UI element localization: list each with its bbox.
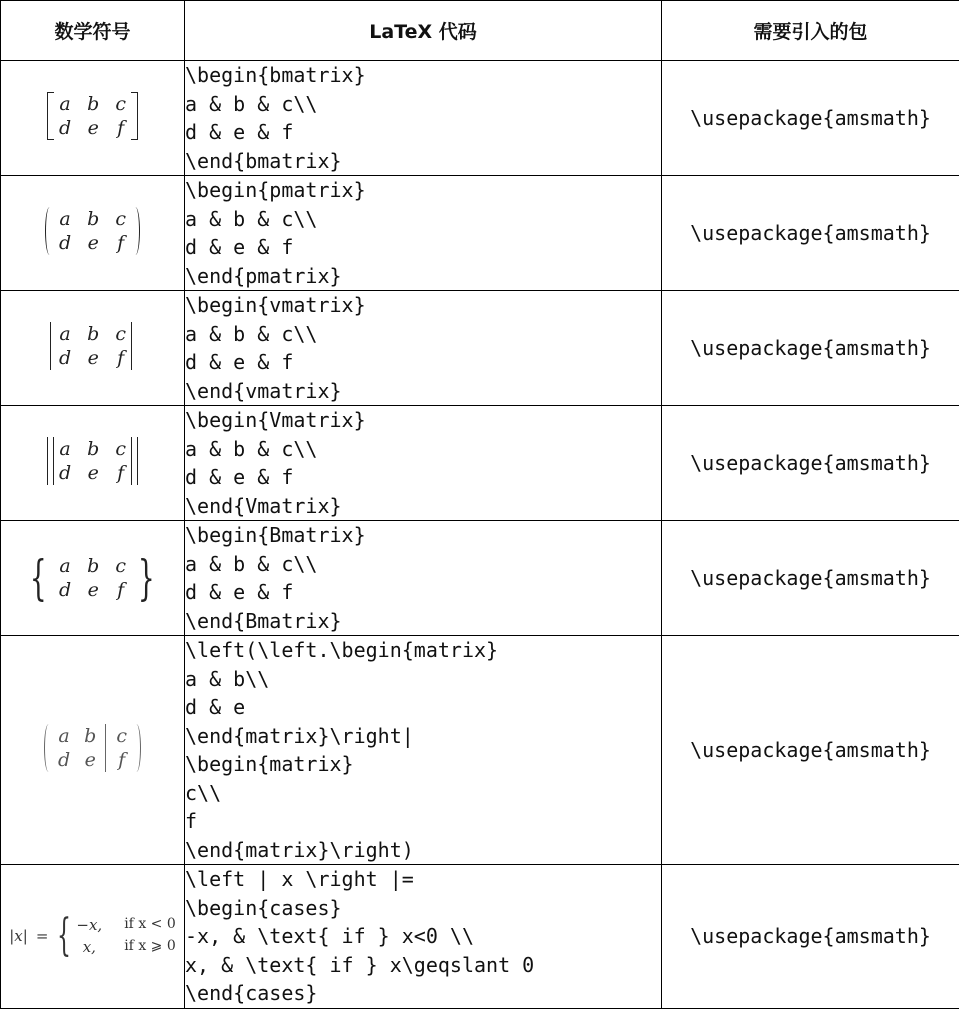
right-bar	[131, 322, 135, 370]
code-line: \begin{matrix}	[185, 750, 661, 779]
symbol-cell	[1, 61, 185, 176]
left-paren	[45, 207, 54, 255]
package-cell: \usepackage{amsmath}	[662, 636, 959, 865]
code-line: \end{bmatrix}	[185, 147, 661, 176]
matrix-entry: b	[87, 208, 99, 230]
matrix-entry: e	[87, 579, 99, 601]
code-line: \left(\left.\begin{matrix}	[185, 636, 661, 665]
vmatrix-symbol	[50, 322, 135, 370]
matrix-entry: a	[59, 323, 71, 345]
code-line: a & b & c\\	[185, 205, 661, 234]
table-row	[1, 636, 959, 865]
code-line: \begin{bmatrix}	[185, 61, 661, 90]
code-line: \end{Vmatrix}	[185, 492, 661, 521]
matrix-entry: f	[116, 749, 127, 771]
code-cell	[185, 176, 662, 291]
code-line: a & b & c\\	[185, 435, 661, 464]
case-value: −x,	[76, 916, 102, 934]
code-line: a & b\\	[185, 665, 661, 694]
bmatrix-symbol	[47, 92, 138, 140]
matrix-entry: e	[87, 117, 99, 139]
code-line: \begin{pmatrix}	[185, 176, 661, 205]
matrix-entry: d	[59, 347, 71, 369]
matrix-entry: c	[115, 323, 126, 345]
code-line: \end{matrix}\right)	[185, 836, 661, 865]
right-brace: }	[138, 554, 155, 602]
table-row	[1, 291, 959, 406]
absolute-value-x: |x|	[9, 927, 28, 945]
symbol-cell	[1, 636, 185, 865]
symbol-cell	[1, 406, 185, 521]
right-paren	[131, 207, 140, 255]
matrix-entry: f	[115, 462, 126, 484]
matrix-entry: b	[87, 93, 99, 115]
matrix-entry: c	[115, 208, 126, 230]
code-line: \end{pmatrix}	[185, 262, 661, 291]
code-line: d & e	[185, 693, 661, 722]
symbol-cell	[1, 865, 185, 1009]
code-line: d & e & f	[185, 578, 661, 607]
code-cell	[185, 636, 662, 865]
case-condition: if x ⩾ 0	[124, 938, 176, 956]
package-cell: \usepackage{amsmath}	[662, 865, 959, 1009]
cases-brace: {	[57, 914, 71, 958]
pmatrix-symbol	[45, 207, 140, 255]
code-line: \begin{Bmatrix}	[185, 521, 661, 550]
code-line: \end{vmatrix}	[185, 377, 661, 406]
left-double-bar	[47, 437, 54, 485]
code-line: a & b & c\\	[185, 320, 661, 349]
code-cell	[185, 865, 662, 1009]
code-line: f	[185, 807, 661, 836]
matrix-entry: e	[87, 232, 99, 254]
right-paren	[132, 724, 141, 772]
matrix-entry: f	[115, 117, 126, 139]
matrix-entry: e	[87, 347, 99, 369]
left-bracket	[47, 92, 54, 140]
matrix-entry: e	[84, 749, 96, 771]
table-row	[1, 521, 959, 636]
double-bar-matrix-symbol	[47, 437, 138, 485]
case-condition: if x < 0	[124, 916, 176, 934]
equals-sign: =	[36, 927, 49, 945]
matrix-entry: d	[59, 462, 71, 484]
right-bracket	[131, 92, 138, 140]
code-cell	[185, 291, 662, 406]
code-cell	[185, 61, 662, 176]
matrix-entry: a	[59, 438, 71, 460]
right-double-bar	[131, 437, 138, 485]
matrix-entry: d	[59, 232, 71, 254]
table-row	[1, 176, 959, 291]
matrix-entry: f	[115, 232, 126, 254]
matrix-entry: e	[87, 462, 99, 484]
code-line: \end{cases}	[185, 979, 661, 1008]
matrix-entry: c	[115, 555, 126, 577]
matrix-entry: a	[58, 725, 70, 747]
matrix-entry: a	[59, 555, 71, 577]
code-line: \begin{cases}	[185, 894, 661, 923]
brace-matrix-symbol	[23, 554, 161, 602]
case-value: x,	[76, 938, 102, 956]
code-cell	[185, 521, 662, 636]
code-line: d & e & f	[185, 233, 661, 262]
matrix-entry: b	[87, 438, 99, 460]
table-row	[1, 406, 959, 521]
matrix-entry: b	[84, 725, 96, 747]
matrix-entry: d	[59, 579, 71, 601]
header-symbol: 数学符号	[1, 1, 185, 61]
matrix-entry: a	[59, 208, 71, 230]
symbol-cell	[1, 291, 185, 406]
symbol-cell	[1, 521, 185, 636]
matrix-entry: b	[87, 323, 99, 345]
matrix-entry: b	[87, 555, 99, 577]
left-paren	[44, 724, 53, 772]
code-line: a & b & c\\	[185, 90, 661, 119]
header-row	[1, 1, 959, 61]
code-line: c\\	[185, 779, 661, 808]
header-package: 需要引入的包	[662, 1, 959, 61]
code-line: -x, & \text{ if } x<0 \\	[185, 922, 661, 951]
matrix-entry: d	[58, 749, 70, 771]
code-line: \left | x \right |=	[185, 865, 661, 894]
package-cell: \usepackage{amsmath}	[662, 406, 959, 521]
matrix-entry: d	[59, 117, 71, 139]
symbol-cell	[1, 176, 185, 291]
package-cell: \usepackage{amsmath}	[662, 521, 959, 636]
code-line: x, & \text{ if } x\geqslant 0	[185, 951, 661, 980]
matrix-entry: c	[116, 725, 127, 747]
code-cell	[185, 406, 662, 521]
matrix-entry: f	[115, 579, 126, 601]
package-cell: \usepackage{amsmath}	[662, 61, 959, 176]
left-brace: {	[30, 554, 47, 602]
code-line: \end{matrix}\right|	[185, 722, 661, 751]
table-row	[1, 865, 959, 1009]
code-line: d & e & f	[185, 348, 661, 377]
code-line: d & e & f	[185, 463, 661, 492]
code-line: a & b & c\\	[185, 550, 661, 579]
augment-separator	[105, 724, 107, 772]
code-line: \begin{Vmatrix}	[185, 406, 661, 435]
header-code: LaTeX 代码	[185, 1, 662, 61]
cases-symbol	[9, 914, 176, 958]
code-line: \begin{vmatrix}	[185, 291, 661, 320]
matrix-entry: a	[59, 93, 71, 115]
table-row	[1, 61, 959, 176]
matrix-entry: c	[115, 93, 126, 115]
matrix-entry: c	[115, 438, 126, 460]
package-cell: \usepackage{amsmath}	[662, 291, 959, 406]
augmented-matrix-symbol	[44, 724, 141, 772]
matrix-entry: f	[115, 347, 126, 369]
package-cell: \usepackage{amsmath}	[662, 176, 959, 291]
code-line: \end{Bmatrix}	[185, 607, 661, 636]
code-line: d & e & f	[185, 118, 661, 147]
